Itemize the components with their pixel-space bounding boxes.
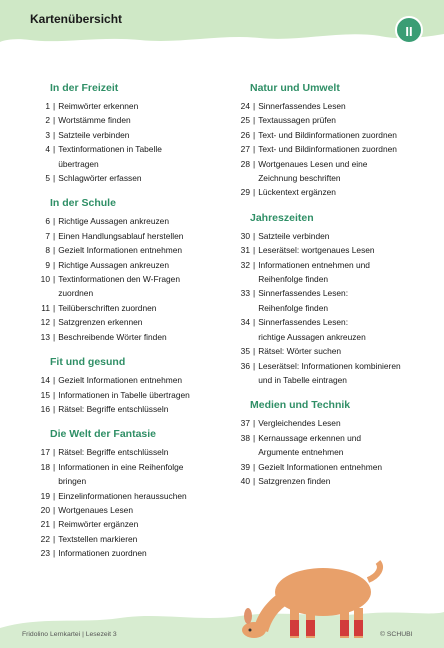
card-number: 36: [240, 360, 250, 371]
separator: |: [53, 115, 56, 126]
card-title: Argumente entnehmen: [258, 447, 344, 458]
separator: |: [253, 101, 256, 111]
separator: |: [53, 533, 56, 544]
card-number: 1: [45, 101, 50, 111]
card-title: Textaussagen prüfen: [258, 115, 336, 126]
section: [30, 428, 230, 560]
card-list-item: [30, 546, 230, 560]
card-number: 4: [45, 144, 50, 155]
card-title: Teilüberschriften zuordnen: [58, 302, 157, 313]
card-list-item: [230, 142, 430, 156]
card-title: Satzgrenzen erkennen: [58, 317, 143, 328]
card-number: 10: [40, 274, 50, 285]
card-number: 15: [40, 389, 50, 400]
separator: |: [53, 461, 56, 472]
separator: |: [53, 230, 56, 241]
section-title: Fit und gesund: [50, 356, 126, 369]
separator: |: [53, 216, 56, 227]
card-number: 5: [45, 173, 50, 184]
separator: |: [53, 403, 56, 414]
card-list-item: [230, 99, 430, 113]
card-title: und in Tabelle eintragen: [258, 374, 347, 385]
section-title: Die Welt der Fantasie: [50, 428, 157, 441]
card-number: [230, 301, 250, 315]
separator: |: [253, 187, 256, 198]
card-number: 37: [240, 418, 250, 429]
card-title: Reimwörter erkennen: [58, 101, 139, 111]
separator: |: [53, 375, 56, 386]
separator: |: [253, 346, 256, 357]
section-title: In der Schule: [50, 197, 116, 210]
page-header: [0, 0, 444, 52]
card-title: bringen: [58, 476, 87, 487]
card-title: Satzteile verbinden: [258, 230, 330, 241]
card-title: Sinnerfassendes Lesen:: [258, 317, 349, 328]
card-list-item: [30, 402, 230, 416]
card-number: [30, 157, 50, 171]
separator: |: [53, 490, 56, 501]
section: [30, 356, 230, 416]
separator: |: [53, 302, 56, 313]
card-list-item: [230, 315, 430, 329]
card-number: 24: [240, 101, 250, 111]
card-list-item-continuation: [30, 286, 230, 300]
card-title: richtige Aussagen ankreuzen: [258, 331, 366, 342]
card-title: Vergleichendes Lesen: [258, 418, 341, 429]
card-title: Beschreibende Wörter finden: [58, 331, 167, 342]
card-number: [230, 373, 250, 387]
separator: |: [253, 245, 256, 256]
card-number: 22: [40, 533, 50, 544]
card-number: 3: [45, 129, 50, 140]
card-title: Satzteile verbinden: [58, 129, 130, 140]
card-number: 32: [240, 259, 250, 270]
card-list-item: [30, 214, 230, 228]
card-number: [30, 474, 50, 488]
card-list-item: [230, 258, 430, 272]
card-title: Textinformationen in Tabelle: [58, 144, 162, 155]
card-list-item: [230, 128, 430, 142]
footer-copyright: © SCHUBI: [380, 631, 413, 638]
card-list-item: [30, 532, 230, 546]
llama-illustration: [228, 550, 388, 645]
card-title: Informationen entnehmen und: [258, 259, 370, 270]
card-number: 20: [40, 504, 50, 515]
separator: |: [253, 158, 256, 169]
card-title: Lückentext ergänzen: [258, 187, 336, 198]
card-title: Gezielt Informationen entnehmen: [58, 375, 183, 386]
card-number: [230, 330, 250, 344]
separator: |: [53, 274, 56, 285]
card-title: Reihenfolge finden: [258, 274, 329, 285]
card-list-item: [230, 460, 430, 474]
card-number: 8: [45, 245, 50, 256]
separator: |: [253, 432, 256, 443]
card-title: Informationen zuordnen: [58, 548, 147, 559]
card-number: 39: [240, 461, 250, 472]
card-number: [30, 286, 50, 300]
card-title: Gezielt Informationen entnehmen: [258, 461, 383, 472]
card-list-item: [30, 445, 230, 459]
separator: |: [53, 245, 56, 256]
separator: |: [253, 144, 256, 155]
card-number: 12: [40, 317, 50, 328]
card-number: 13: [40, 331, 50, 342]
card-number: 35: [240, 346, 250, 357]
card-list-item: [30, 258, 230, 272]
card-number: 2: [45, 115, 50, 126]
card-title: Wortgenaues Lesen: [58, 504, 133, 515]
separator: |: [53, 548, 56, 559]
card-number: 7: [45, 230, 50, 241]
left-column: [30, 82, 230, 573]
card-list-item: [30, 301, 230, 315]
separator: |: [53, 447, 56, 458]
card-number: 38: [240, 432, 250, 443]
separator: |: [53, 519, 56, 530]
section: [230, 212, 430, 387]
card-number: 26: [240, 129, 250, 140]
separator: |: [253, 360, 256, 371]
card-list-item: [230, 243, 430, 257]
page-title: Kartenübersicht: [30, 12, 123, 26]
card-list-item: [30, 243, 230, 257]
card-title: Sinnerfassendes Lesen: [258, 101, 346, 111]
card-number: 17: [40, 447, 50, 458]
card-title: Rätsel: Begriffe entschlüsseln: [58, 403, 169, 414]
card-title: Textstellen markieren: [58, 533, 138, 544]
card-list-item: [230, 416, 430, 430]
card-title: Leserätsel: wortgenaues Lesen: [258, 245, 375, 256]
card-list-item: [30, 171, 230, 185]
card-list-item-continuation: [230, 272, 430, 286]
card-number: 30: [240, 230, 250, 241]
card-title: Zeichnung beschriften: [258, 173, 341, 184]
card-title: Reihenfolge finden: [258, 302, 329, 313]
card-title: Wortstämme finden: [58, 115, 131, 126]
separator: |: [253, 129, 256, 140]
card-list-item: [230, 359, 430, 373]
card-number: 11: [41, 302, 50, 313]
card-title: Text- und Bildinformationen zuordnen: [258, 129, 397, 140]
card-number: 23: [40, 548, 50, 559]
separator: |: [253, 418, 256, 429]
card-title: Text- und Bildinformationen zuordnen: [258, 144, 397, 155]
section-title: Natur und Umwelt: [250, 82, 340, 94]
separator: |: [53, 101, 56, 111]
card-title: Einzelinformationen heraussuchen: [58, 490, 187, 501]
card-title: Reimwörter ergänzen: [58, 519, 139, 530]
card-list-item: [30, 330, 230, 344]
section-title: In der Freizeit: [50, 82, 119, 94]
card-title: Satzgrenzen finden: [258, 475, 331, 486]
card-list-item: [30, 128, 230, 142]
card-list-item: [30, 142, 230, 156]
card-title: Richtige Aussagen ankreuzen: [58, 259, 169, 270]
card-number: [230, 171, 250, 185]
card-title: Informationen in eine Reihenfolge: [58, 461, 184, 472]
card-title: Kernaussage erkennen und: [258, 432, 362, 443]
right-column: [230, 82, 430, 500]
card-number: [230, 272, 250, 286]
card-number: 33: [240, 288, 250, 299]
section: [230, 82, 430, 200]
separator: |: [253, 259, 256, 270]
separator: |: [53, 331, 56, 342]
card-number: 21: [40, 519, 50, 530]
card-list-item: [30, 517, 230, 531]
separator: |: [253, 461, 256, 472]
section: [230, 399, 430, 488]
separator: |: [53, 173, 56, 184]
separator: |: [53, 259, 56, 270]
card-number: 29: [240, 187, 250, 198]
card-list-item-continuation: [230, 301, 430, 315]
card-list-item: [230, 229, 430, 243]
card-list-item: [30, 272, 230, 286]
card-title: zuordnen: [58, 288, 94, 299]
separator: |: [53, 389, 56, 400]
separator: |: [53, 504, 56, 515]
card-title: Sinnerfassendes Lesen:: [258, 288, 349, 299]
separator: |: [253, 288, 256, 299]
section-title: Medien und Technik: [250, 399, 351, 412]
card-number: [230, 445, 250, 459]
card-number: 27: [240, 144, 250, 155]
card-list-item: [230, 474, 430, 488]
card-list-item: [230, 113, 430, 127]
card-list-item: [230, 286, 430, 300]
card-list-item: [230, 185, 430, 199]
card-list-item-continuation: [30, 157, 230, 171]
card-number: 34: [240, 317, 250, 328]
card-number: 9: [45, 259, 50, 270]
card-list-item: [30, 315, 230, 329]
section-title: Jahreszeiten: [250, 211, 314, 224]
card-list-item: [30, 460, 230, 474]
card-number: 6: [45, 216, 50, 227]
card-list-item: [230, 157, 430, 171]
card-title: Informationen in Tabelle übertragen: [58, 389, 190, 400]
footer-publication: Fridolino Lernkartei | Lesezeit 3: [22, 631, 117, 638]
card-number: 16: [40, 403, 50, 414]
card-list-item-continuation: [230, 373, 430, 387]
separator: |: [53, 317, 56, 328]
card-title: Rätsel: Begriffe entschlüsseln: [58, 447, 169, 458]
section: [30, 197, 230, 344]
card-title: Schlagwörter erfassen: [58, 173, 142, 184]
card-list-item-continuation: [230, 330, 430, 344]
card-list-item-continuation: [30, 474, 230, 488]
card-title: übertragen: [58, 158, 99, 169]
card-list-item: [230, 431, 430, 445]
separator: |: [253, 230, 256, 241]
card-title: Textinformationen den W-Fragen: [58, 274, 180, 285]
section: [30, 82, 230, 185]
separator: |: [253, 115, 256, 126]
card-title: Wortgenaues Lesen und eine: [258, 158, 368, 169]
card-list-item: [30, 229, 230, 243]
card-title: Einen Handlungsablauf herstellen: [58, 230, 184, 241]
card-number: 18: [40, 461, 50, 472]
separator: |: [253, 317, 256, 328]
page-number-badge: II: [395, 16, 423, 44]
card-list-item: [30, 503, 230, 517]
card-list-item: [30, 489, 230, 503]
card-title: Leserätsel: Informationen kombinieren: [258, 360, 401, 371]
card-number: 25: [240, 115, 250, 126]
card-list-item-continuation: [230, 445, 430, 459]
card-list-item: [30, 373, 230, 387]
header-wave-background: [0, 0, 444, 52]
separator: |: [53, 129, 56, 140]
card-title: Rätsel: Wörter suchen: [258, 346, 342, 357]
card-number: 28: [240, 158, 250, 169]
separator: |: [53, 144, 56, 155]
separator: |: [253, 475, 256, 486]
card-list-item: [230, 344, 430, 358]
card-number: 31: [240, 245, 250, 256]
card-list-item-continuation: [230, 171, 430, 185]
card-number: 14: [40, 375, 50, 386]
card-title: Gezielt Informationen entnehmen: [58, 245, 183, 256]
card-number: 40: [240, 475, 250, 486]
card-list-item: [30, 99, 230, 113]
card-number: 19: [40, 490, 50, 501]
card-list-item: [30, 388, 230, 402]
card-list-item: [30, 113, 230, 127]
card-title: Richtige Aussagen ankreuzen: [58, 216, 169, 227]
